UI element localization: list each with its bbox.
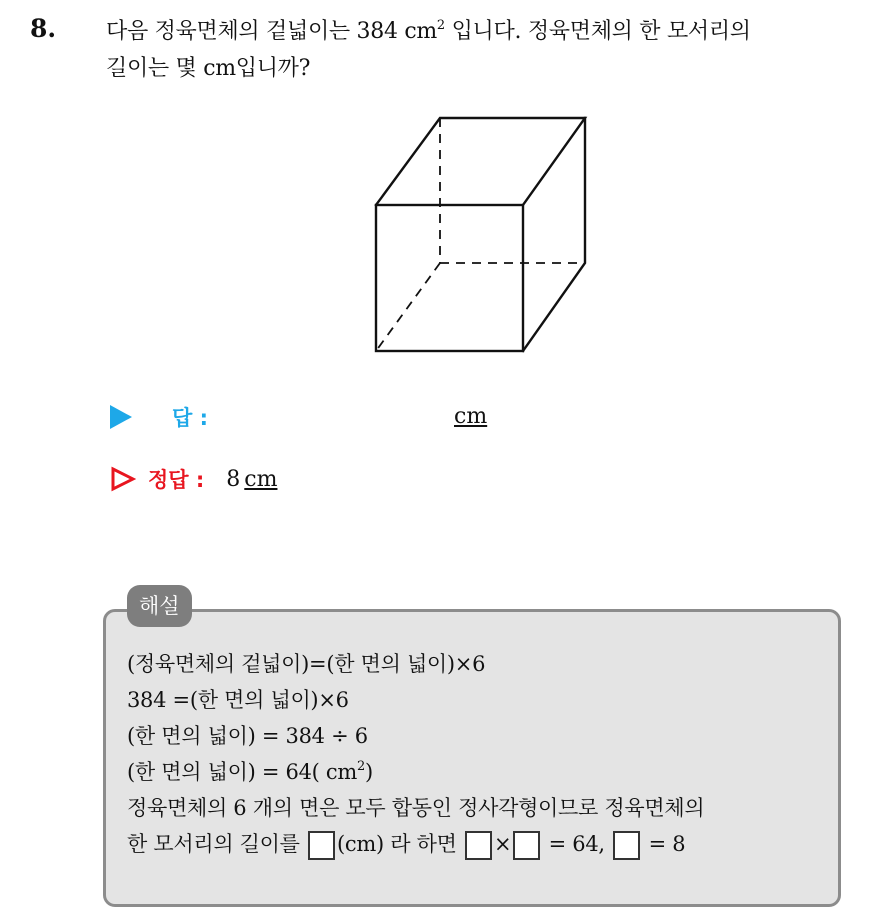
explanation-lines: [127, 646, 704, 862]
correct-answer-value: 8: [226, 466, 241, 492]
answer-unit: cm: [454, 404, 488, 429]
explanation-line-2: 384 =(한 면의 넓이)×6: [127, 688, 349, 712]
answer-row: [110, 400, 530, 434]
explanation-tab: 해설: [127, 585, 192, 627]
blank-box: [308, 831, 335, 860]
correct-answer-label: 정답 :: [148, 468, 205, 492]
cube-top-face: [376, 118, 585, 205]
outline-triangle-icon: [110, 466, 136, 492]
question-number: 8.: [30, 14, 57, 43]
explanation-line-5: 정육면체의 6 개의 면은 모두 합동인 정사각형이므로 정육면체의: [127, 796, 705, 820]
question-line-1: 다음 정육면체의 겉넓이는 384 $cm^2$ 입니다. 정육면체의 한 모서리의: [106, 18, 751, 44]
explanation-line-4: (한 면의 넓이) = 64( $cm^2$): [127, 759, 373, 784]
explanation-line-1: (정육면체의 겉넓이)=(한 면의 넓이)×6: [127, 652, 486, 676]
blank-box: [465, 831, 492, 860]
cube-hidden-edge-diagonal: [376, 263, 440, 351]
blank-box: [513, 831, 540, 860]
question-line-2: 길이는 몇 cm입니까?: [106, 56, 311, 81]
correct-answer-unit: cm: [244, 466, 278, 492]
cube-front-face: [376, 205, 523, 351]
superscript-2: 2: [356, 759, 365, 774]
blank-box: [613, 831, 640, 860]
explanation-line-6: 한 모서리의 길이를 (cm) 라 하면 × = 64, = 8: [127, 826, 704, 862]
play-triangle-icon: [110, 405, 132, 429]
cube-right-face: [523, 118, 585, 351]
superscript-2: 2: [436, 18, 445, 33]
explanation-line-3: (한 면의 넓이) = 384 ÷ 6: [127, 724, 368, 748]
correct-answer-row: [110, 462, 277, 496]
answer-label: 답 :: [172, 406, 208, 430]
